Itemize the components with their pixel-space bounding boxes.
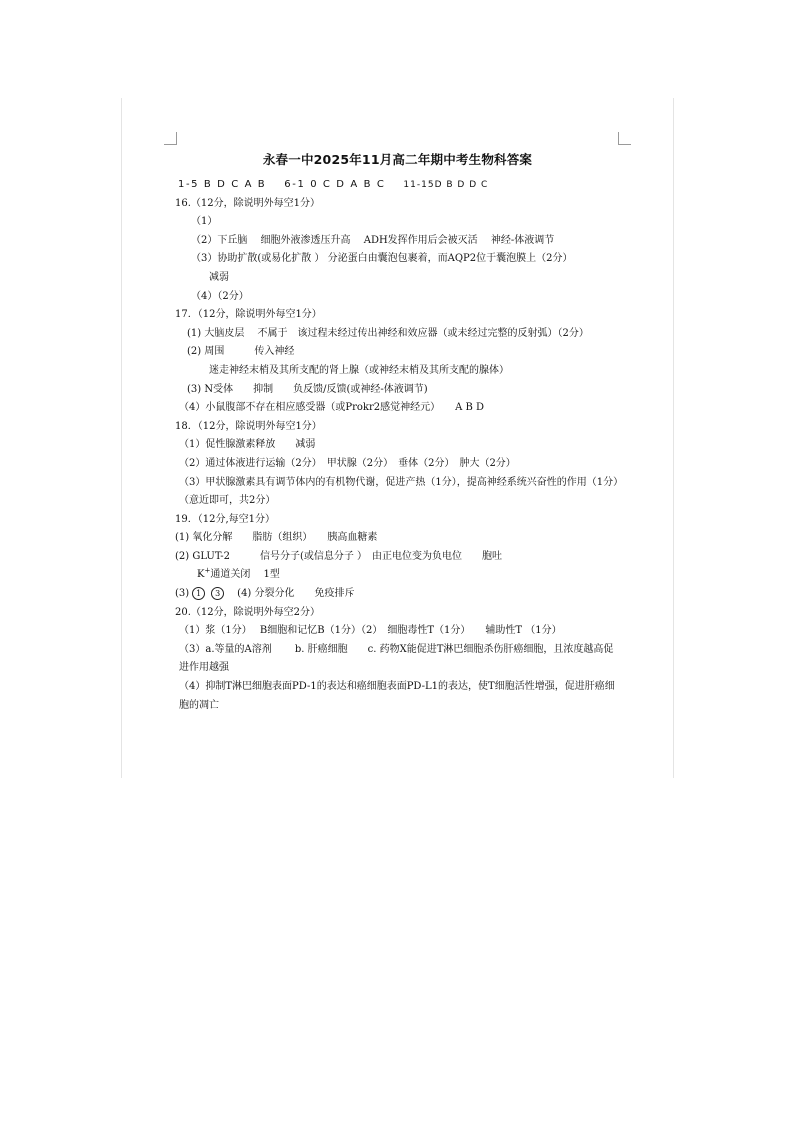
mc-answers-11-15: 11-15D B D D C xyxy=(403,180,489,190)
q16-part3-cont: 减弱 xyxy=(209,271,229,283)
q19-header: 19．（12分,每空1分） xyxy=(175,513,275,525)
q19-part2-cont xyxy=(175,566,621,585)
potassium-charge: + xyxy=(204,567,211,576)
potassium-ion: K xyxy=(197,569,205,581)
q19-part2: (2) GLUT-2 信号分子(或信息分子 ） 由正电位变为负电位 胞吐 xyxy=(175,550,503,562)
q16-part1: （1） xyxy=(191,216,218,228)
q16-part3: （3）协助扩散(或易化扩散 ） 分泌蛋白由囊泡包裹着，而AQP2位于囊泡膜上（2分） xyxy=(191,253,573,265)
mc-answers-1-5: 1-5 B D C A B xyxy=(178,179,267,190)
q16-part4: （4）（2分） xyxy=(191,290,249,302)
circled-number-1: 1 xyxy=(192,587,205,600)
q20-part4: （4）抑制T淋巴细胞表面PD-1的表达和癌细胞表面PD-L1的表达，使T细胞活性增强，促进肝癌细胞的凋亡 xyxy=(179,681,615,711)
crop-mark-top-left xyxy=(164,132,177,145)
q16-header: 16.（12分，除说明外每空1分） xyxy=(175,197,320,209)
q17-part2-cont: 迷走神经末梢及其所支配的肾上腺（或神经末梢及其所支配的腺体） xyxy=(209,364,509,376)
q17-part1: (1) 大脑皮层 不属于 该过程未经过传出神经和效应器（或未经过完整的反射弧）（2分） xyxy=(187,327,589,339)
q18-part2: （2）通过体液进行运输（2分） 甲状腺（2分） 垂体（2分） 肿大（2分） xyxy=(179,457,516,469)
q20-header: 20.（12分，除说明外每空2分） xyxy=(175,606,320,618)
q17-header: 17．（12分，除说明外每空1分） xyxy=(175,309,322,321)
q17-part4: （4）小鼠腹部不存在相应感受器（或Prokr2感觉神经元） A B D xyxy=(179,402,485,414)
circled-number-3: 3 xyxy=(211,587,224,600)
q20-part3: （3）a.等量的A溶剂 b. 肝癌细胞 c. 药物X能促进T淋巴细胞杀伤肝癌细胞，且浓度越高促进作用越强 xyxy=(179,643,614,674)
q20-part1: （1）浆（1分） B细胞和记忆B（1分）（2） 细胞毒性T（1分） 辅助性T （1分） xyxy=(179,625,562,637)
q19-channel-text: 通道关闭 1型 xyxy=(210,569,280,581)
multiple-choice-answers xyxy=(175,176,621,195)
q18-header: 18．（12分，除说明外每空1分） xyxy=(175,420,322,432)
q19-part3-label: (3) xyxy=(175,588,190,600)
q19-part3-4 xyxy=(175,585,621,604)
q18-part3: （3）甲状腺激素具有调节体内的有机物代谢，促进产热（1分），提高神经系统兴奋性的作用（1分）（意近即可，共2分） xyxy=(179,476,619,507)
answer-content xyxy=(175,176,621,715)
q19-part1: (1) 氧化分解 脂肪（组织） 胰高血糖素 xyxy=(175,532,378,544)
mc-answers-6-10: 6-1 0 C D A B C xyxy=(284,179,386,190)
crop-mark-top-right xyxy=(618,132,631,145)
q17-part2: (2) 周围 传入神经 xyxy=(187,346,295,358)
q17-part3: (3) N受体 抑制 负反馈/反馈(或神经-体液调节) xyxy=(187,383,428,395)
q19-part4-text: (4) 分裂分化 免疫排斥 xyxy=(227,588,355,600)
document-page xyxy=(121,98,674,778)
document-title: 永春一中2025年11月高二年期中考生物科答案 xyxy=(262,152,533,167)
q18-part1: （1）促性腺激素释放 减弱 xyxy=(179,439,316,451)
q16-part2: （2）下丘脑 细胞外液渗透压升高 ADH发挥作用后会被灭活 神经-体液调节 xyxy=(191,234,555,246)
